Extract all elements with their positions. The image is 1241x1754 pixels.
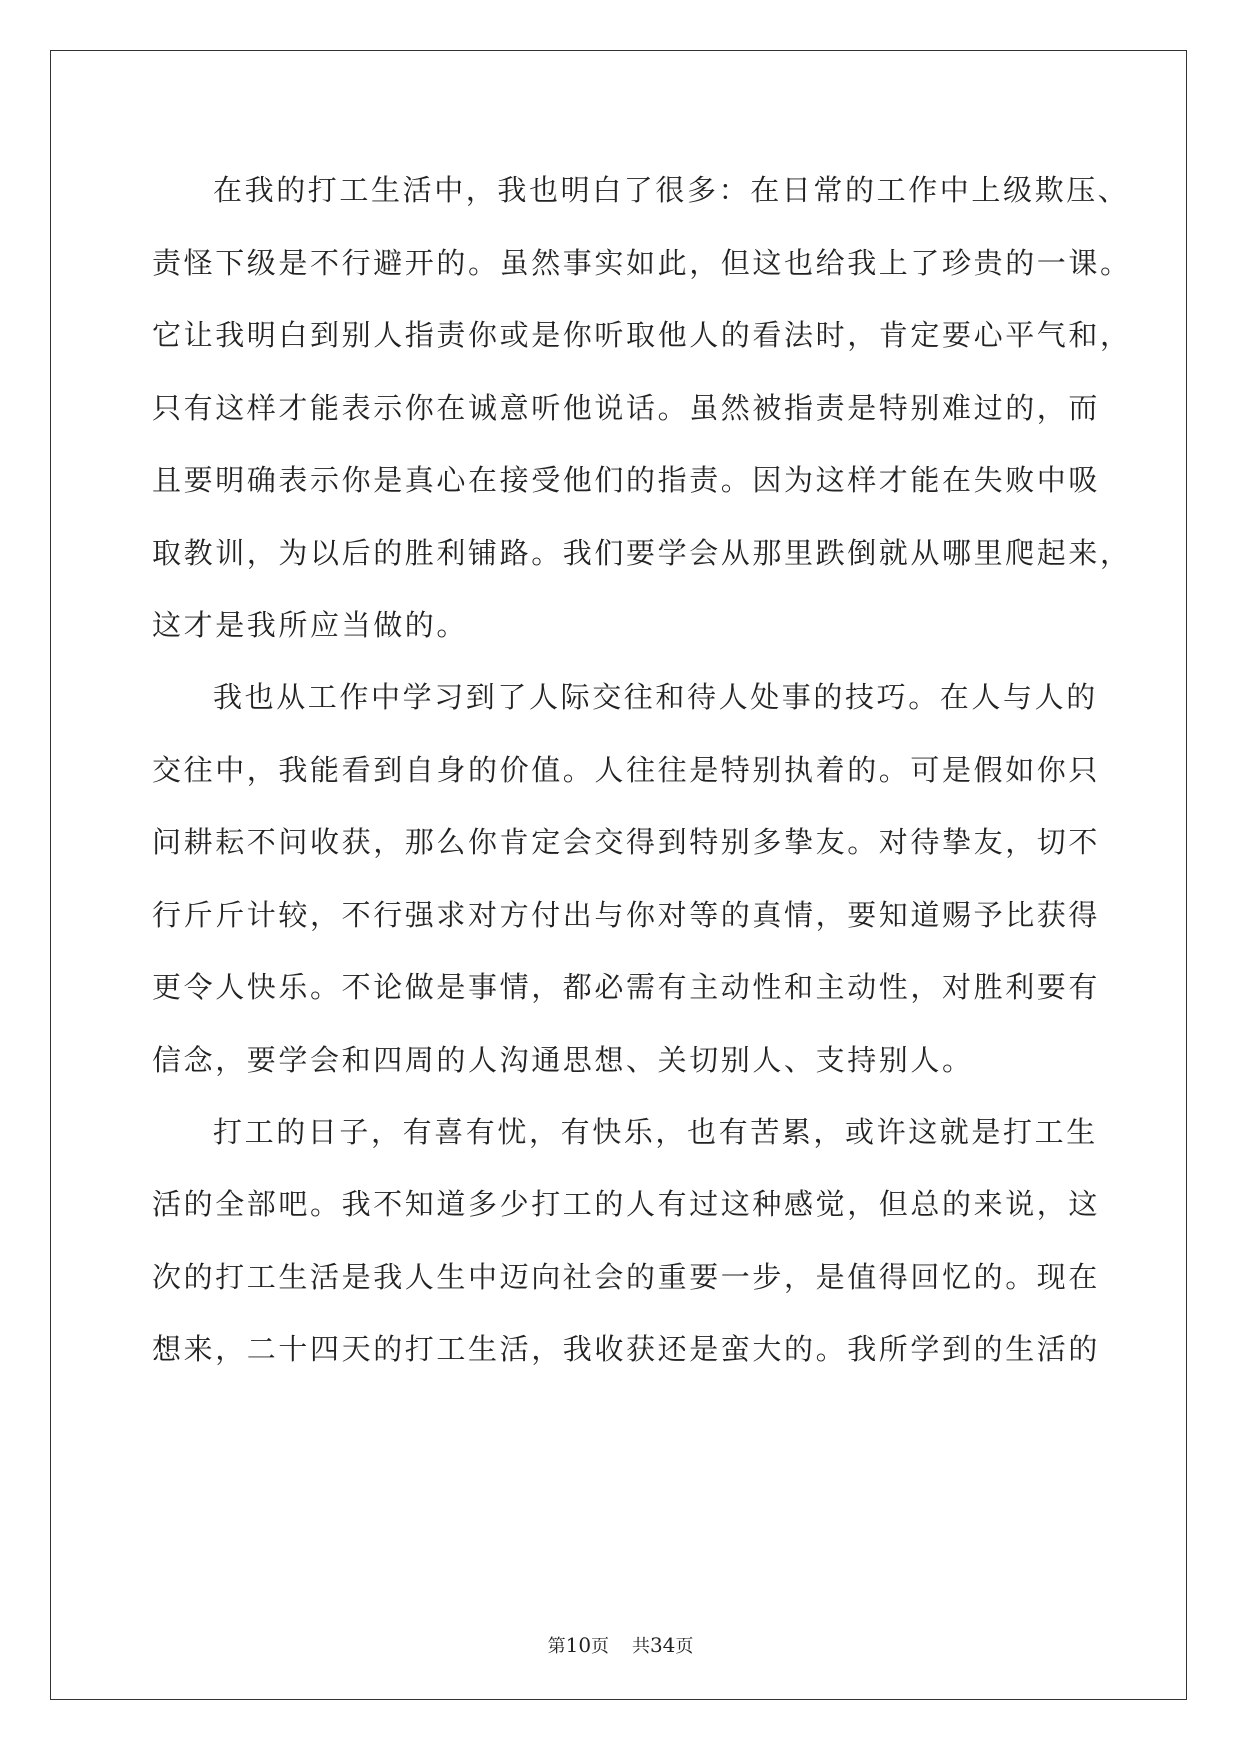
- page-footer: [0, 1633, 1241, 1659]
- footer-total-pages: 34: [649, 1633, 676, 1657]
- paragraph-2-line-6: 信念，要学会和四周的人沟通思想、关切别人、支持别人。: [152, 1043, 974, 1077]
- footer-page-number: 10: [565, 1633, 592, 1657]
- footer-page-prefix: 第: [547, 1636, 566, 1657]
- paragraph-2-line-1: 我也从工作中学习到了人际交往和待人处事的技巧。在人与人的: [213, 680, 1098, 714]
- paragraph-3-line-1: 打工的日子，有喜有忧，有快乐，也有苦累，或许这就是打工生: [213, 1115, 1098, 1149]
- paragraph-1-line-5: 且要明确表示你是真心在接受他们的指责。因为这样才能在失败中吸: [152, 463, 1101, 497]
- paragraph-3-line-4: 想来，二十四天的打工生活，我收获还是蛮大的。我所学到的生活的: [152, 1332, 1101, 1366]
- paragraph-2-line-2: 交往中，我能看到自身的价值。人往往是特别执着的。可是假如你只: [152, 753, 1101, 787]
- footer-total-suffix: 页: [675, 1636, 694, 1657]
- paragraph-3-line-2: 活的全部吧。我不知道多少打工的人有过这种感觉，但总的来说，这: [152, 1187, 1101, 1221]
- paragraph-2-line-5: 更令人快乐。不论做是事情，都必需有主动性和主动性，对胜利要有: [152, 970, 1101, 1004]
- paragraph-1-line-2: 责怪下级是不行避开的。虽然事实如此，但这也给我上了珍贵的一课。: [152, 246, 1132, 280]
- paragraph-1-line-4: 只有这样才能表示你在诚意听他说话。虽然被指责是特别难过的，而: [152, 391, 1101, 425]
- page-border: [50, 50, 1187, 1700]
- paragraph-2-line-3: 问耕耘不问收获，那么你肯定会交得到特别多挚友。对待挚友，切不: [152, 825, 1101, 859]
- paragraph-1-line-6: 取教训，为以后的胜利铺路。我们要学会从那里跌倒就从哪里爬起来，: [152, 536, 1132, 570]
- footer-page-suffix: 页: [591, 1636, 610, 1657]
- paragraph-1-line-1: 在我的打工生活中，我也明白了很多：在日常的工作中上级欺压、: [213, 173, 1130, 207]
- paragraph-2-line-4: 行斤斤计较，不行强求对方付出与你对等的真情，要知道赐予比获得: [152, 898, 1101, 932]
- paragraph-3-line-3: 次的打工生活是我人生中迈向社会的重要一步，是值得回忆的。现在: [152, 1260, 1101, 1294]
- paragraph-1-line-7: 这才是我所应当做的。: [152, 608, 469, 642]
- footer-total-prefix: 共: [631, 1636, 650, 1657]
- paragraph-1-line-3: 它让我明白到别人指责你或是你听取他人的看法时，肯定要心平气和，: [152, 318, 1132, 352]
